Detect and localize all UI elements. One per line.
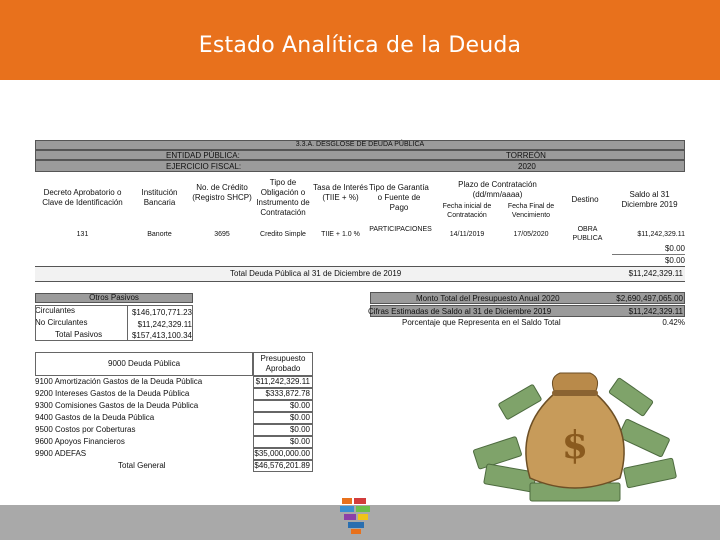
- deuda-value-9500: $0.00: [253, 424, 313, 436]
- header-registro: No. de Crédito (Registro SHCP): [192, 183, 252, 202]
- header-decreto: Decreto Aprobatorio o Clave de Identificación: [42, 188, 123, 207]
- deuda-header-label-cell: [35, 352, 253, 376]
- deuda-label-9300: 9300 Comisiones Gastos de la Deuda Pública: [35, 401, 199, 410]
- other-liabilities-header: [35, 293, 193, 303]
- page-title: Estado Analítica de la Deuda: [198, 33, 522, 58]
- cell-tasa: TIIE + 1.0 %: [321, 231, 360, 238]
- header-plazo: Plazo de Contratación (dd/mm/aaaa): [458, 180, 537, 199]
- deuda-value-9200: $333,872.78: [253, 388, 313, 400]
- cell-institucion: Banorte: [147, 231, 172, 238]
- other-liabilities-title: Otros Pasivos: [89, 293, 139, 302]
- cell-destino: OBRA PUBLICA: [572, 226, 603, 242]
- cell-saldo-extra-1: $0.00: [612, 244, 685, 255]
- deuda-value-9600: $0.00: [253, 436, 313, 448]
- year-row: [35, 160, 685, 172]
- deuda-value-9400: $0.00: [253, 412, 313, 424]
- deuda-total-label: Total General: [118, 461, 166, 470]
- header-tasa: Tasa de Interés (TIIE + %): [313, 183, 368, 202]
- entity-label: ENTIDAD PÚBLICA:: [166, 151, 240, 160]
- header-fecha-final: Fecha Final de Vencimiento: [507, 203, 555, 219]
- header-fecha-inicial: Fecha inicial de Contratación: [442, 203, 492, 219]
- liab-label-no-circulantes: No Circulantes: [35, 318, 88, 327]
- cell-garantia: PARTICIPACIONES: [369, 226, 432, 233]
- deuda-label-9200: 9200 Intereses Gastos de la Deuda Pública: [35, 389, 190, 398]
- header-garantia: Tipo de Garantía o Fuente de Pago: [369, 183, 429, 212]
- header-institucion: Institución Bancaria: [141, 188, 178, 207]
- header-destino: Destino: [571, 195, 599, 204]
- cell-saldo: $11,242,329.11: [637, 231, 685, 238]
- budget-row-2: [370, 305, 685, 317]
- liab-label-circulantes: Circulantes: [35, 306, 76, 315]
- deuda-label-9400: 9400 Gastos de la Deuda Pública: [35, 413, 155, 422]
- cell-tipo-obligacion: Credito Simple: [260, 231, 306, 238]
- svg-text:$: $: [561, 422, 589, 467]
- deuda-value-9900: $35,000,000.00: [253, 448, 313, 460]
- deuda-value-9300: $0.00: [253, 400, 313, 412]
- deuda-label-9500: 9500 Costos por Coberturas: [35, 425, 136, 434]
- deuda-value-9100: $11,242,329.11: [253, 376, 313, 388]
- budget-label-total: Monto Total del Presupuesto Anual 2020: [416, 294, 560, 303]
- year-value: 2020: [518, 162, 536, 171]
- money-bag-icon: [470, 358, 680, 508]
- budget-label-porcentaje: Porcentaje que Representa en el Saldo Total: [402, 318, 561, 327]
- deuda-total-value: $46,576,201.89: [253, 460, 313, 472]
- other-liabilities-frame: [35, 305, 193, 341]
- cell-fecha-final: 17/05/2020: [513, 231, 549, 238]
- deuda-header-value: Presupuesto Aprobado: [253, 352, 313, 376]
- liab-value-circulantes: $146,170,771.23: [131, 308, 192, 317]
- cell-fecha-inicial: 14/11/2019: [449, 231, 485, 238]
- liab-value-total: $157,413,100.34: [131, 331, 192, 340]
- total-debt-row: [35, 266, 685, 282]
- deuda-header-label: 9000 Deuda Pública: [108, 359, 181, 368]
- budget-value-total: $2,690,497,065.00: [616, 294, 683, 303]
- table-title: 3.3.A. DESGLOSE DE DEUDA PÚBLICA: [295, 141, 425, 148]
- entity-row: [35, 150, 685, 160]
- year-label: EJERCICIO FISCAL:: [166, 162, 242, 171]
- entity-value: TORREÓN: [506, 151, 546, 160]
- total-debt-value: $11,242,329.11: [628, 269, 683, 278]
- deuda-label-9600: 9600 Apoyos Financieros: [35, 437, 125, 446]
- header-tipo-obligacion: Tipo de Obligación o Instrumento de Contratación: [256, 178, 310, 217]
- table-title-bar: [35, 140, 685, 150]
- other-liabilities-divider: [127, 305, 128, 341]
- total-debt-label: Total Deuda Pública al 31 de Diciembre de 2019: [230, 269, 402, 278]
- municipal-logo-icon: [338, 496, 374, 536]
- cell-decreto: 131: [76, 231, 89, 238]
- budget-value-cifras: $11,242,329.11: [628, 307, 683, 316]
- title-banner: [0, 0, 720, 80]
- header-saldo: Saldo al 31 Diciembre 2019: [621, 190, 678, 209]
- cell-saldo-extra-2: $0.00: [612, 256, 685, 267]
- budget-label-cifras: Cifras Estimadas de Saldo al 31 de Diciembre 2019: [368, 307, 552, 316]
- cell-registro: 3695: [214, 231, 230, 238]
- budget-value-porcentaje: 0.42%: [662, 318, 685, 327]
- deuda-label-9100: 9100 Amortización Gastos de la Deuda Pública: [35, 377, 203, 386]
- liab-label-total: Total Pasivos: [55, 330, 103, 339]
- budget-row-1: [370, 292, 685, 304]
- liab-value-no-circulantes: $11,242,329.11: [137, 320, 192, 329]
- deuda-label-9900: 9900 ADEFAS: [35, 449, 87, 458]
